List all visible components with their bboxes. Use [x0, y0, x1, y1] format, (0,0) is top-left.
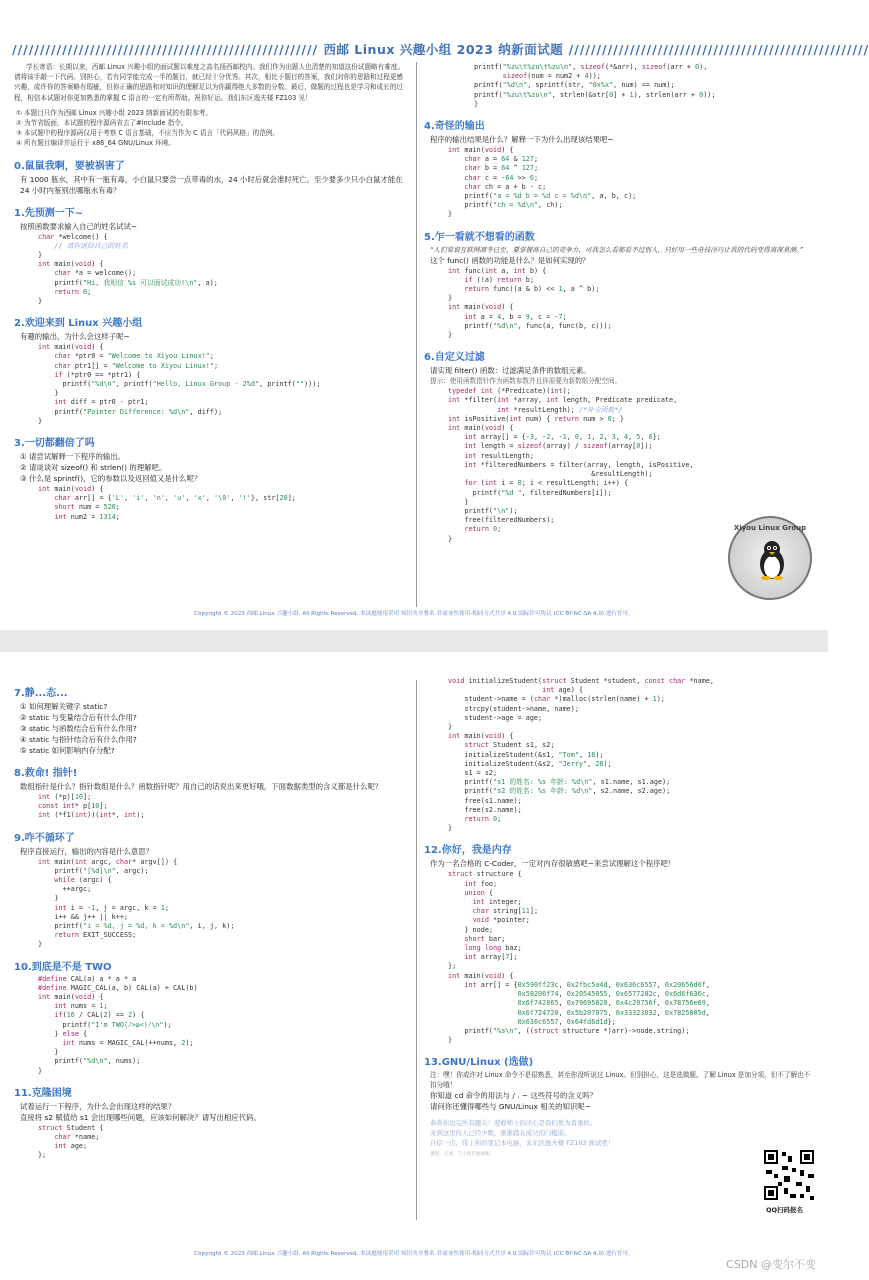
code-block-q6: typedef int (*Predicate)(int); int *filter(int *array, int length, Predicate predicate, int *resultLength); /*补全函数*/ int isPositive(int num) { return num > 0; } int main(void) { int array[] = {-3, -2, -1, 0, 1, 2, 3, 4, 5, 6}; int length = sizeof(array) / sizeof(array[0]); int resultLength; int *filteredNumbers = filter(array, length, isPositive, &resultLength); for (int i = 0; i < resultLength; i++) { printf("%d ", filteredNumbers[i]); } printf("\n"); free(filteredNumbers); return 0; }: [448, 387, 694, 543]
page1-left-column: [14, 62, 409, 524]
question-13-text-3: 请问你还懂得哪些与 GNU/Linux 相关的知识呢~: [430, 1102, 591, 1112]
column-divider: [416, 62, 417, 607]
question-7-item: ③ static 与函数结合后有什么作用?: [20, 724, 137, 733]
note-item: ① 本题目只作为西邮 Linux 兴趣小组 2023 纳新面试的有限参考。: [16, 108, 212, 117]
intro-paragraph: 学长寄语：长期以来，西邮 Linux 兴趣小组的面试题以难度之高名扬西邮校内。我们作为出题人也清楚的知道这份试题略有难度。请将该手敲一下代码。别担心，若有同学能完成一半的题目，就已经十分优秀。其次，相比于题目的答案，我们对你的思路和过程更感兴趣，或许你的答案略有瑕疵，但你正确的思路和对知识的理解足以为你赢得绝大多数的分数。最后，做题的过程也是学习和成长的过程，相信本试题对你更加熟悉的掌握 C 语言的一定有所帮助。祝你好运。我们东区逸夫楼 FZ103 见！: [14, 63, 405, 102]
notes-list: [14, 108, 409, 149]
question-7-title: 7.静...态...: [14, 688, 68, 699]
question-7-item: ① 如何理解关键字 static?: [20, 702, 108, 711]
closing-message: [424, 1118, 816, 1160]
question-5-quote: “人们常说互联网凛冬已至，要掌握高自己的竞争力，可我怎么看都看不过别人，只好用一些奇技淫巧让我的代码变得高深莫测。”: [430, 245, 803, 254]
code-block-q4: int main(void) { char a = 64 & 127; char b = 64 ^ 127; char c = -64 >> 6; char ch = a + b - c; printf("a = %d b = %d c = %d\n", a, b, c); printf("ch = %d\n", ch); }: [448, 146, 637, 219]
xiyou-linux-group-stamp: [728, 516, 812, 600]
code-block-q11-part2: void initializeStudent(struct Student *student, const char *name, int age) { student->name = (char *)malloc(strlen(name) + 1); strcpy(student->name, name); student->age = age; } int main(void) { struct Student s1, s2; initializeStudent(&s1, "Tom", 18); initializeStudent(&s2, "Jerry", 28); s1 = s2; printf("s1 的姓名: %s 年龄: %d\n", s1.name, s1.age); printf("s2 的姓名: %s 年龄: %d\n", s2.name, s2.age); free(s1.name); free(s2.name); return 0; }: [448, 677, 715, 833]
exam-title: 西邮 Linux 兴趣小组 2023 纳新面试题: [323, 42, 564, 57]
question-6-title: 6.自定义过滤: [424, 352, 485, 364]
question-7-item: ② static 与变量结合后有什么作用?: [20, 713, 137, 722]
question-2-title: 2.欢迎来到 Linux 兴趣小组: [14, 318, 143, 330]
question-8-title: 8.救命! 指针!: [14, 768, 78, 779]
page2-left-column: [14, 676, 409, 1163]
question-8-text: 数组指针是什么？指针数组是什么？函数指针呢？用自己的话说出来更好哦，下面数据类型的含义都是什么呢？: [20, 782, 383, 791]
closing-sign: 课程，完成，与小组们加油呢。: [430, 1152, 495, 1158]
question-7-item: ④ static 与指针结合后有什么作用?: [20, 735, 137, 744]
question-9-text: 程序直接运行，输出的内容是什么意思？: [20, 846, 154, 856]
question-3-title: 3.一切都翻倍了吗: [14, 438, 95, 450]
page-gap: [0, 630, 828, 652]
question-12-text: 作为一名合格的 C-Coder，一定对内存很敏感吧~来尝试理解这个程序吧！: [430, 859, 676, 869]
question-3-item: ③ 什么是 sprintf()，它的参数以及返回值又是什么呢？: [20, 474, 202, 484]
question-5-title: 5.乍一看就不想看的函数: [424, 231, 535, 243]
question-1-title: 1.先预测一下~: [14, 207, 84, 219]
question-6-text: 请实现 filter() 函数：过滤满足条件的数组元素。: [430, 366, 591, 376]
stamp-text: Xiyou Linux Group: [733, 524, 807, 532]
code-block-q12: struct structure { int foo; union { int integer; char string[11]; void *pointer; } node; short bar; long long baz; int array[7]; }; int main(void) { int arr[] = {0x590ff23c, 0x2fbc5a4d, 0x636c6557, 0x20656d6f, 0x58206f74, 0x20545055, 0x6577282c, 0x6d6f636c, 0x6f742865, 0x79695820, 0x4c20756f, 0x78756e69, 0x6f724720, 0x5b207075, 0x33323032, 0x7825005d, 0x636c6557, 0x64fd6d1d}; printf("%s\n", ((struct structure *)arr)->node.string); }: [448, 870, 710, 1045]
code-block-q3-part2: printf("%zu\t%zu\t%zu\n", sizeof(*&arr), sizeof(arr + 0), sizeof(num = num2 + 4)); printf("%d\n", sprintf(str, "0x%x", num) == num); printf("%zu\t%zu\n", strlen(&str[0] + 1), strlen(arr + 0)); }: [474, 63, 716, 108]
question-11-text-1: 试着运行一下程序，为什么会出现这样的结果？: [20, 1101, 176, 1111]
closing-line: 来到这里的人已经少数，渐渐踏在成功的门槛前。: [430, 1129, 571, 1138]
column-divider: [416, 680, 417, 1220]
closing-line: 恭喜你也完所有题关！迎救师上的决心是我们更为看重的。: [430, 1119, 597, 1128]
code-block-q8: int (*p)[10]; const int* p[10]; int (*f1(int))(int*, int);: [38, 793, 145, 820]
page2-right-column: [424, 676, 816, 1160]
exam-page-2: [0, 652, 828, 1280]
page2-footer: Copyright © 2023 西邮 Linux 兴趣小组, All Rights Reserved. 本试题使用采用 知识共享署名-非商业性使用-相同方式共享 4.0 国际许可协议 (CC BY-NC-SA 4.0) 进行许可。: [194, 1251, 634, 1257]
csdn-watermark: CSDN @变尔不变: [726, 1258, 816, 1271]
qr-code-label: QQ扫码报名: [766, 1206, 804, 1214]
question-3-item: ② 请谈谈对 sizeof() 和 strlen() 的理解吧。: [20, 463, 167, 473]
title-decoration-right: //////////////////////////////////////////////////////: [563, 42, 869, 57]
page1-right-column: [424, 62, 816, 546]
question-11-text-2: 直接将 s2 赋值给 s1 会出现哪些问题，应该如何解决？请写出相应代码。: [20, 1112, 261, 1122]
question-6-tip: 提示：使用函数指针作为函数参数并且你需要为新数组分配空间。: [430, 377, 622, 386]
page1-footer: Copyright © 2023 西邮 Linux 兴趣小组, All Rights Reserved. 本试题使用采用 知识共享署名-非商业性使用-相同方式共享 4.0 国际许可协议 (CC BY-NC-SA 4.0) 进行许可。: [194, 611, 634, 617]
note-item: ④ 所有题目编译并运行于 x86_64 GNU/Linux 环境。: [16, 139, 175, 148]
code-block-q9: int main(int argc, char* argv[]) { printf("[%d]\n", argc); while (argc) { ++argc; } int i = -1, j = argc, k = 1; i++ && j++ || k++; printf("i = %d, j = %d, k = %d\n", i, j, k); return EXIT_SUCCESS; }: [38, 857, 235, 949]
title-decoration-left: ///////////////////////////////////////////////////////: [12, 42, 324, 57]
question-13-title: 13.GNU/Linux (选做): [424, 1057, 534, 1069]
qq-qr-code-icon: [762, 1148, 816, 1202]
question-12-title: 12.你好，我是内存: [424, 845, 512, 857]
code-block-q2: int main(void) { char *ptr0 = "Welcome to Xiyou Linux!"; char ptr1[] = "Welcome to Xiyou Linux!"; if (*ptr0 == *ptr1) { printf("%d\n", printf("Hello, Linux Group - 2%d", printf(""))); } int diff = ptr0 - ptr1; printf("Pointer Difference: %d\n", diff); }: [38, 343, 321, 425]
exam-page-1: [0, 0, 869, 630]
question-4-title: 4.奇怪的输出: [424, 121, 485, 133]
question-10-title: 10.到底是不是 TWO: [14, 961, 112, 973]
question-2-text: 有趣的输出，为什么会这样子呢~: [20, 332, 130, 342]
question-11-title: 11.克隆困境: [14, 1087, 72, 1099]
question-0-text: 有 1000 瓶水，其中有一瓶有毒，小白鼠只要尝一点带毒的水，24 小时后就会准时死亡。至少要多少只小白鼠才能在 24 小时内鉴别出哪瓶水有毒？: [20, 174, 403, 195]
question-4-text: 程序的输出结果是什么？解释一下为什么出现该结果吧~: [430, 135, 614, 145]
code-block-q5: int func(int a, int b) { if (!a) return b; return func((a & b) << 1, a ^ b); } int main(void) { int a = 4, b = 9, c = -7; printf("%d\n", func(a, func(b, c))); }: [448, 266, 612, 340]
note-item: ③ 本试题中的程序源码仅用于考察 C 语言基础，不应当作为 C 语言「代码风格」的范例。: [16, 129, 279, 138]
exam-title-bar: [12, 40, 869, 58]
question-9-title: 9.咋不循环了: [14, 832, 75, 844]
code-block-q10: #define CAL(a) a * a * a #define MAGIC_CAL(a, b) CAL(a) + CAL(b) int main(void) { int nums = 1; if(16 / CAL(2) == 2) { printf("I'm TWO(ﾉ>ω<)ﾉ\n"); } else { int nums = MAGIC_CAL(++nums, 2); } printf("%d\n", nums); }: [38, 974, 198, 1075]
question-13-text-2: 你知道 cd 命令的用法与 / . ~ 这些符号的含义吗？: [430, 1091, 597, 1101]
tux-penguin-icon: [757, 540, 787, 580]
note-item: ② 为节省版面，本试题的程序源码省去了#include 指令。: [16, 119, 188, 128]
question-5-text: 这个 func() 函数的功能是什么？是如何实现的？: [430, 255, 590, 265]
question-7-item: ⑤ static 如何影响内存分配?: [20, 746, 115, 755]
question-0-title: 0.鼠鼠我啊，要被祸害了: [14, 160, 125, 172]
question-13-note: 注：嘿！你或许对 Linux 命令不是很熟悉，甚至你没听说过 Linux。但别担心，这是选做题。了解 Linux 是加分项，但不了解也不扣分哦！: [430, 1071, 811, 1090]
code-block-q1: char *welcome() { // 请你返回自己的姓名 } int main(void) { char *a = welcome(); printf("Hi, 我相信 %s 可以面试成功!\n", a); return 0; }: [38, 232, 218, 306]
code-block-q3-part1: int main(void) { char arr[] = {'L', 'i', 'n', 'u', 'x', '\0', '!'}, str[20]; short num = 520; int num2 = 1314;: [38, 485, 296, 521]
code-block-q11-part1: struct Student { char *name; int age; };: [38, 1123, 104, 1160]
question-1-text: 按照函数要求输入自己的姓名试试~: [20, 221, 138, 231]
closing-line: 自信一点，带上你的笔记本电脑，来东区逸夫楼 FZ103 面试吧！: [430, 1139, 615, 1148]
question-3-item: ① 请尝试解释一下程序的输出。: [20, 452, 126, 462]
